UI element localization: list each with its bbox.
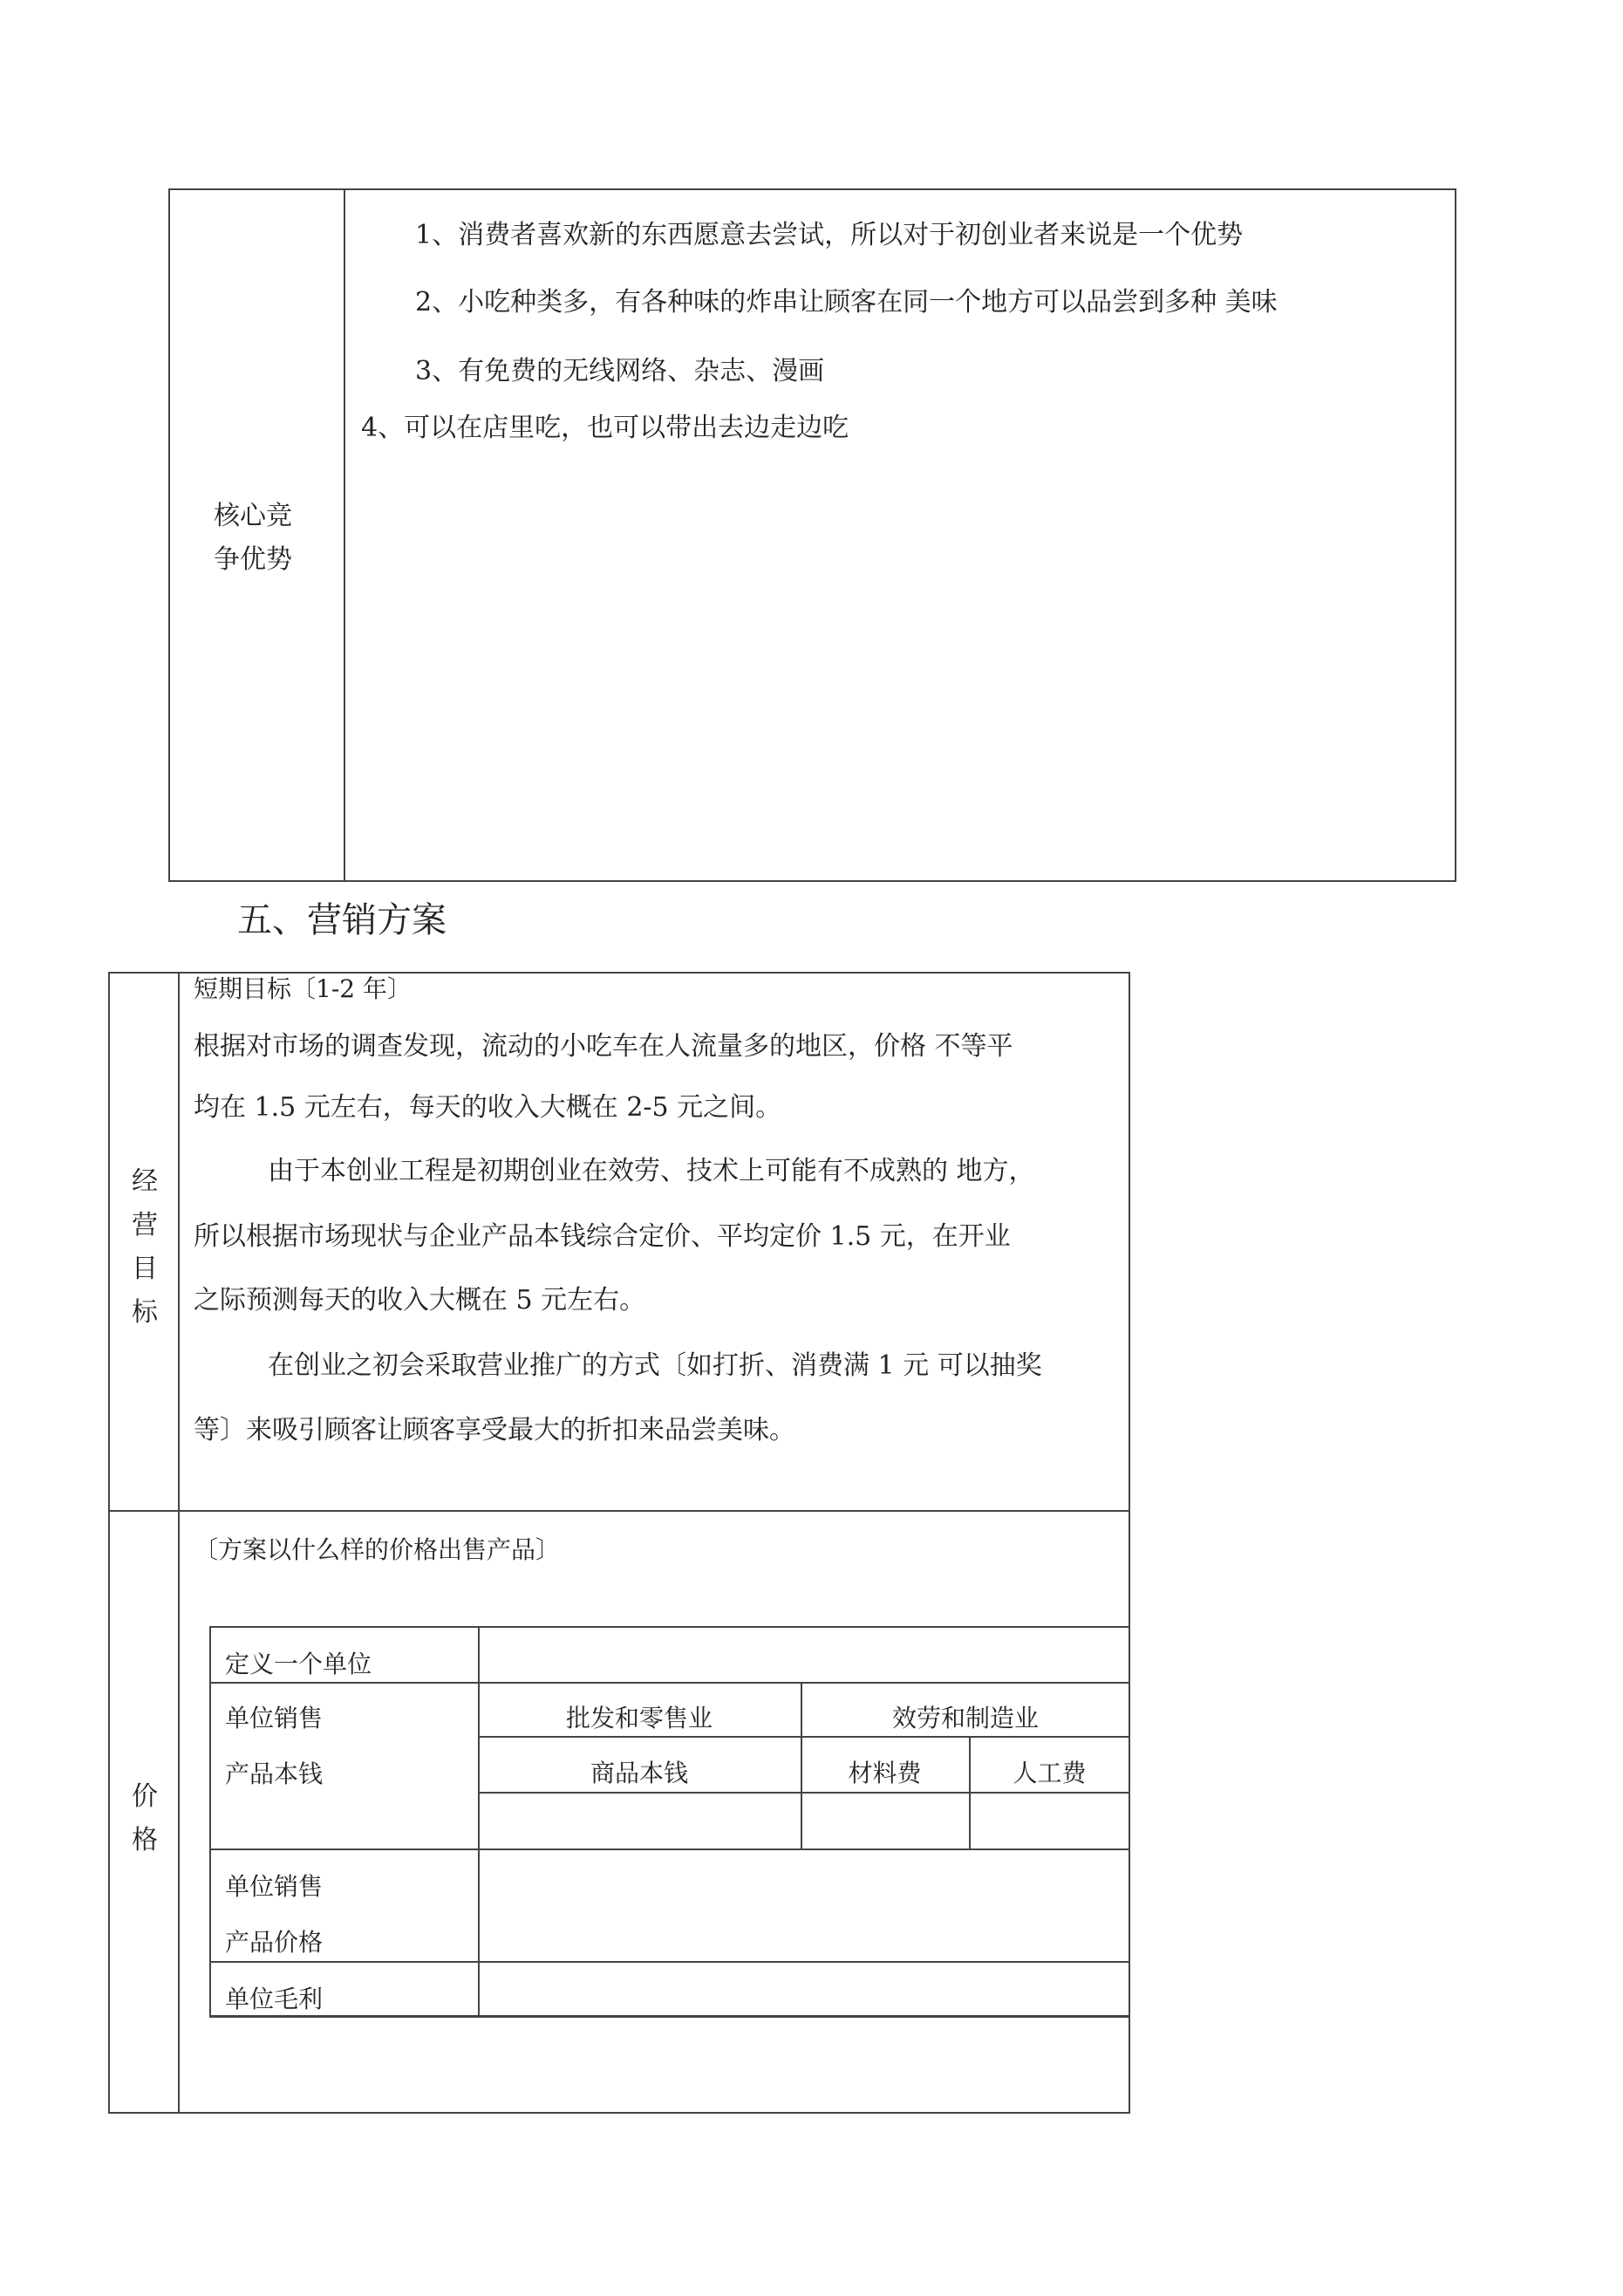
goals-line-2: 均在 1.5 元左右，每天的收入大概在 2-5 元之间。 [194, 1092, 782, 1123]
wholesale-retail-header: 批发和零售业 [565, 1704, 713, 1732]
advantages-label-line2: 争优势 [214, 544, 292, 575]
goals-line-6: 在创业之初会采取营业推广的方式〔如打折、消费满 1 元 可以抽奖 [268, 1350, 1042, 1381]
unit-cost-label-line2: 产品本钱 [225, 1760, 324, 1788]
goals-line-1: 根据对市场的调查发现，流动的小吃车在人流量多的地区，价格 不等平 [194, 1031, 1013, 1062]
goals-line-5: 之际预测每天的收入大概在 5 元左右。 [194, 1285, 646, 1315]
goals-line-7: 等〕来吸引顾客让顾客享受最大的折扣来品尝美味。 [194, 1415, 795, 1445]
unit-cost-label-line1: 单位销售 [225, 1704, 324, 1732]
unit-price-label-line1: 单位销售 [225, 1872, 324, 1901]
labor-cost-header: 人工费 [1013, 1759, 1087, 1787]
price-label-char-2: 格 [132, 1825, 158, 1855]
advantage-item-2: 2、小吃种类多，有各种味的炸串让顾客在同一个地方可以品尝到多种 美味 [415, 287, 1278, 318]
section-heading: 五、营销方案 [237, 900, 447, 940]
goals-label-char-4: 标 [132, 1297, 158, 1328]
material-cost-header: 材料费 [848, 1759, 922, 1787]
advantages-label-line1: 核心竞 [214, 501, 292, 531]
advantage-item-1: 1、消费者喜欢新的东西愿意去尝试，所以对于初创业者来说是一个优势 [415, 220, 1244, 250]
unit-gross-profit-label: 单位毛利 [225, 1985, 324, 2013]
goals-label-char-3: 目 [132, 1254, 158, 1284]
price-label-char-1: 价 [132, 1781, 158, 1812]
price-intro: 〔方案以什么样的价格出售产品〕 [194, 1535, 561, 1564]
goods-cost-header: 商品本钱 [590, 1759, 688, 1787]
goals-label-char-2: 营 [132, 1210, 158, 1240]
unit-price-label-line2: 产品价格 [225, 1928, 324, 1957]
goals-line-3: 由于本创业工程是初期创业在效劳、技术上可能有不成熟的 地方， [268, 1156, 1035, 1186]
service-manufacturing-header: 效劳和制造业 [891, 1704, 1039, 1732]
advantage-item-4: 4、可以在店里吃，也可以带出去边走边吃 [361, 413, 849, 443]
advantage-item-3: 3、有免费的无线网络、杂志、漫画 [415, 356, 825, 386]
short-term-goal-title: 短期目标〔1-2 年〕 [194, 974, 412, 1003]
define-unit-label: 定义一个单位 [225, 1650, 372, 1678]
goals-line-4: 所以根据市场现状与企业产品本钱综合定价、平均定价 1.5 元，在开业 [194, 1221, 1011, 1252]
goals-label-char-1: 经 [132, 1166, 158, 1197]
